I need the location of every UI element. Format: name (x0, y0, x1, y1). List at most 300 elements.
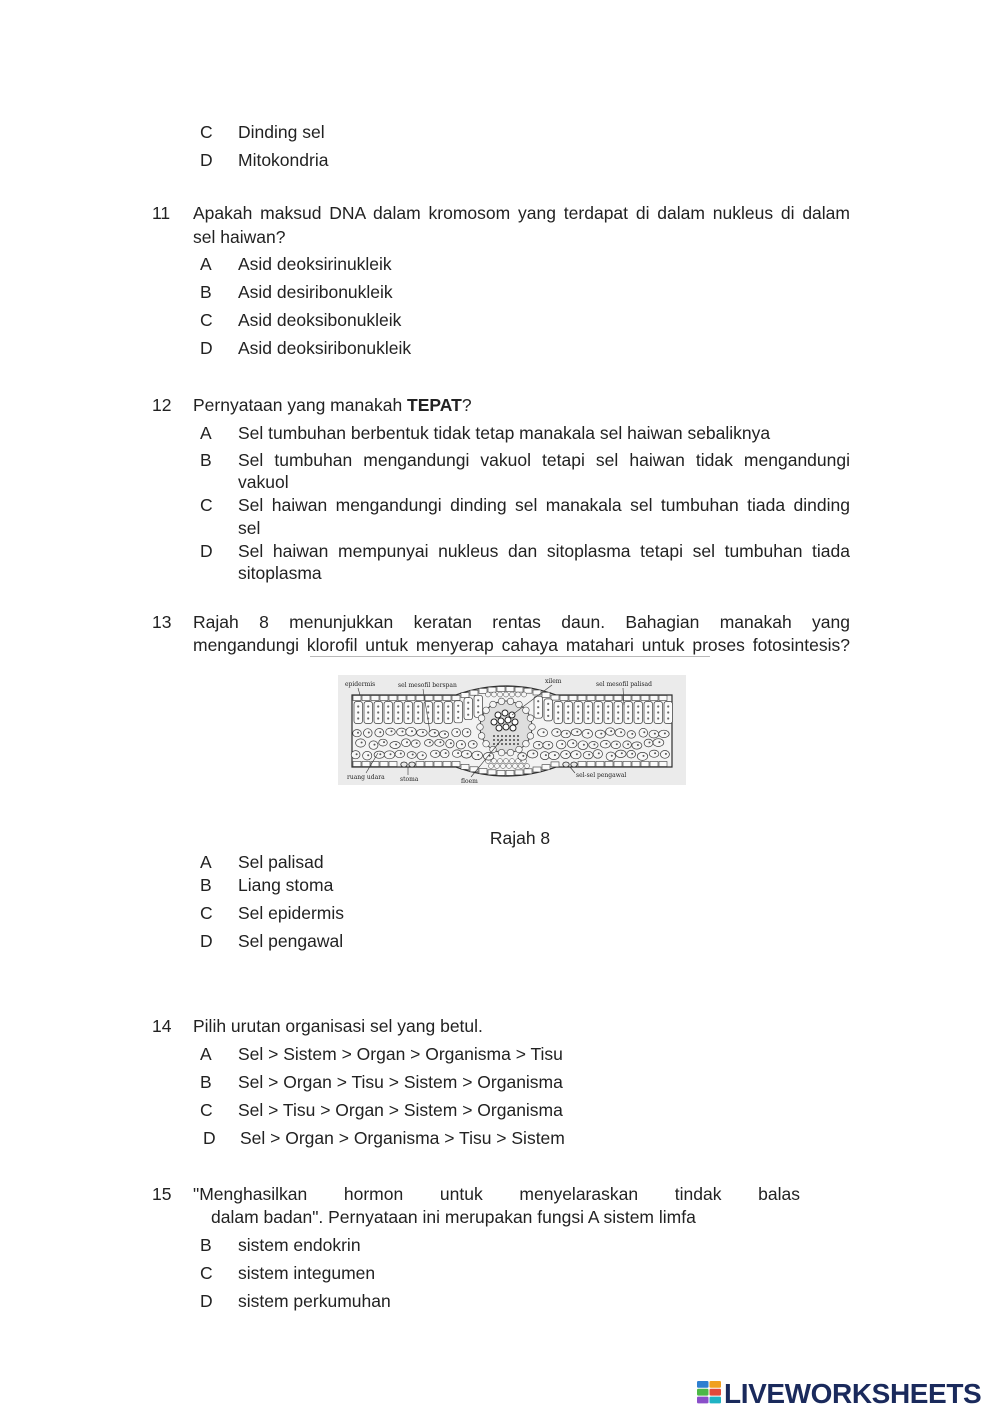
logo-tile (697, 1397, 709, 1404)
question-text-part: Pernyataan yang manakah (193, 395, 408, 415)
cell-nucleus (390, 753, 392, 755)
collenchyma-cell (498, 759, 503, 764)
cell-nucleus (654, 733, 656, 735)
option-letter: A (200, 1044, 212, 1064)
option-row (0, 122, 1000, 142)
option-text: Sel haiwan mempunyai nukleus dan sitoplasma tetapi sel tumbuhan tiada (238, 541, 850, 561)
lower-epidermis-cell (578, 762, 586, 767)
option-row (0, 1072, 1000, 1092)
chloroplast (477, 699, 479, 701)
chloroplast (417, 711, 419, 713)
cell-nucleus (556, 731, 558, 733)
cell-nucleus (643, 755, 645, 757)
chloroplast (377, 717, 379, 719)
chloroplast (457, 705, 459, 707)
guard-cell (563, 762, 569, 767)
chloroplast (427, 705, 429, 707)
option-text: Sel pengawal (238, 931, 344, 951)
option-text: Sel haiwan mengandungi dinding sel manakala sel tumbuhan tiada dinding (238, 495, 850, 515)
spongy-mesophyll-cell (571, 729, 581, 736)
collenchyma-cell (516, 692, 521, 697)
option-letter: D (200, 1291, 213, 1311)
chloroplast (627, 705, 629, 707)
collenchyma-cell (510, 759, 515, 764)
option-row (0, 541, 1000, 561)
option-letter: C (200, 122, 213, 142)
spongy-mesophyll-cell (386, 728, 396, 735)
cell-nucleus (566, 753, 568, 755)
upper-epidermis-cell (596, 696, 604, 701)
lower-epidermis-cell (587, 762, 595, 767)
bundle-sheath-cell (516, 701, 523, 708)
question-text: "Menghasilkan hormon untuk menyelaraskan tindak balas (193, 1184, 800, 1204)
cell-nucleus (444, 733, 446, 735)
lower-epidermis-cell (542, 765, 550, 770)
upper-epidermis-cell (389, 696, 397, 701)
upper-epidermis-cell (416, 696, 424, 701)
logo-tile (697, 1381, 709, 1388)
spongy-mesophyll-cell (402, 739, 411, 747)
option-text: Mitokondria (238, 150, 329, 170)
bundle-sheath-cell (507, 749, 514, 756)
xylem-vessel (502, 710, 508, 716)
cell-nucleus (356, 753, 358, 755)
chloroplast (567, 717, 569, 719)
chloroplast (557, 705, 559, 707)
phloem-cell (493, 735, 495, 737)
chloroplast (437, 717, 439, 719)
bundle-sheath-cell (478, 715, 485, 722)
cell-nucleus (400, 753, 402, 755)
guard-cell (401, 762, 407, 767)
cell-nucleus (616, 743, 618, 745)
spongy-mesophyll-cell (397, 728, 407, 736)
emphasis-text: TEPAT (407, 395, 462, 415)
bundle-sheath-cell (483, 707, 490, 714)
question-15-stem-continued (0, 1207, 1000, 1227)
cell-nucleus (548, 744, 550, 746)
chloroplast (647, 705, 649, 707)
spongy-mesophyll-cell (639, 728, 648, 737)
phloem-cell (501, 735, 503, 737)
question-13-stem-continued (0, 635, 1000, 655)
chloroplast (567, 711, 569, 713)
spongy-mesophyll-cell (351, 751, 360, 759)
guard-cell (409, 762, 415, 767)
upper-epidermis-cell (560, 696, 568, 701)
bundle-sheath-cell (529, 724, 536, 731)
spongy-mesophyll-cell (627, 750, 636, 758)
option-row (0, 931, 1000, 951)
chloroplast (467, 714, 469, 716)
spongy-mesophyll-cell (593, 750, 602, 759)
lower-epidermis-cell (434, 762, 442, 767)
spongy-mesophyll-cell (431, 750, 440, 757)
chloroplast (437, 711, 439, 713)
spongy-mesophyll-cell (456, 740, 465, 749)
lower-epidermis-cell (389, 762, 397, 767)
spongy-mesophyll-cell (483, 753, 493, 761)
option-row-continued (0, 563, 1000, 583)
lower-epidermis-cell (452, 762, 460, 767)
cell-nucleus (357, 732, 359, 734)
option-letter: B (200, 1235, 212, 1255)
cell-nucleus (545, 754, 547, 756)
cell-nucleus (522, 755, 524, 757)
spongy-mesophyll-cell (518, 753, 527, 761)
phloem-cell (509, 739, 511, 741)
option-letter: C (200, 310, 213, 330)
spongy-mesophyll-cell (556, 740, 566, 749)
upper-epidermis-cell (461, 693, 469, 698)
phloem-cell (501, 743, 503, 745)
chloroplast (547, 715, 549, 717)
option-text: sistem integumen (238, 1263, 376, 1283)
option-text: Liang stoma (238, 875, 334, 895)
collenchyma-cell (504, 759, 509, 764)
chloroplast (617, 705, 619, 707)
chloroplast (477, 705, 479, 707)
phloem-cell (505, 739, 507, 741)
option-text: Sel > Tisu > Organ > Sistem > Organisma (238, 1100, 563, 1120)
spongy-mesophyll-cell (578, 741, 588, 750)
chloroplast (607, 705, 609, 707)
chloroplast (627, 717, 629, 719)
phloem-cell (509, 735, 511, 737)
phloem-cell (505, 735, 507, 737)
option-row (0, 495, 1000, 515)
cell-nucleus (620, 731, 622, 733)
lower-epidermis-cell (623, 762, 631, 767)
option-row (0, 903, 1000, 923)
chloroplast (407, 717, 409, 719)
spongy-mesophyll-cell (429, 730, 439, 737)
option-row (0, 254, 1000, 274)
cell-nucleus (367, 754, 369, 756)
logo-tile (710, 1381, 722, 1388)
label-spongy-mesophyll: sel mesofil berspan (398, 682, 457, 689)
cell-nucleus (467, 731, 469, 733)
upper-epidermis-cell (641, 696, 649, 701)
option-letter: D (200, 150, 213, 170)
cell-nucleus (434, 732, 436, 734)
lower-epidermis-cell (605, 762, 613, 767)
collenchyma-cell (525, 764, 530, 769)
question-text: mengandungi klorofil untuk menyerap cahaya matahari untuk proses fotosintesis? (193, 635, 850, 655)
question-number: 14 (152, 1016, 172, 1036)
cell-nucleus (391, 730, 393, 732)
spongy-mesophyll-cell (468, 741, 477, 749)
lower-epidermis-cell (443, 762, 451, 767)
chloroplast (637, 717, 639, 719)
cell-nucleus (588, 754, 590, 756)
cell-nucleus (435, 752, 437, 754)
chloroplast (457, 711, 459, 713)
option-letter: B (200, 282, 212, 302)
chloroplast (657, 717, 659, 719)
upper-epidermis-cell (488, 687, 496, 692)
option-text: Asid deoksirinukleik (238, 254, 392, 274)
collenchyma-cell (492, 692, 497, 697)
logo-tile (710, 1389, 722, 1396)
lower-epidermis-cell (380, 762, 388, 767)
chloroplast (447, 711, 449, 713)
upper-epidermis-cell (371, 696, 379, 701)
cell-nucleus (402, 731, 404, 733)
cell-nucleus (379, 753, 381, 755)
lower-epidermis-cell (353, 762, 361, 767)
spongy-mesophyll-cell (446, 740, 454, 748)
chloroplast (467, 702, 469, 704)
question-11-stem (0, 203, 1000, 223)
question-text: sel haiwan? (193, 227, 286, 247)
cell-nucleus (361, 742, 363, 744)
spongy-mesophyll-cell (637, 752, 647, 760)
option-letter: D (203, 1128, 216, 1148)
option-row (0, 150, 1000, 170)
lower-epidermis-cell (641, 762, 649, 767)
spongy-mesophyll-cell (417, 752, 426, 760)
cell-nucleus (665, 753, 667, 755)
option-row (0, 282, 1000, 302)
lower-epidermis-cell (488, 770, 496, 775)
chloroplast (397, 711, 399, 713)
cell-nucleus (379, 731, 381, 733)
lower-epidermis-cell (416, 762, 424, 767)
spongy-mesophyll-cell (606, 752, 615, 761)
chloroplast (357, 717, 359, 719)
lower-epidermis-cell (533, 767, 541, 772)
chloroplast (637, 711, 639, 713)
chloroplast (577, 705, 579, 707)
upper-epidermis-cell (407, 696, 415, 701)
upper-epidermis-cell (542, 692, 550, 697)
chloroplast (537, 700, 539, 702)
spongy-mesophyll-cell (425, 740, 434, 747)
cell-nucleus (368, 732, 370, 734)
cell-nucleus (572, 742, 574, 744)
phloem-cell (497, 735, 499, 737)
option-letter: A (200, 423, 212, 443)
option-row (0, 1100, 1000, 1120)
lower-epidermis-cell (596, 762, 604, 767)
cell-nucleus (593, 744, 595, 746)
cell-nucleus (456, 731, 458, 733)
chloroplast (427, 711, 429, 713)
chloroplast (637, 705, 639, 707)
option-text: Sel tumbuhan berbentuk tidak tetap manakala sel haiwan sebaliknya (238, 423, 771, 443)
chloroplast (567, 705, 569, 707)
upper-epidermis-cell (569, 696, 577, 701)
option-text: sel (238, 518, 261, 538)
cell-nucleus (654, 752, 656, 754)
spongy-mesophyll-cell (616, 750, 627, 757)
question-text: Rajah 8 menunjukkan keratan rentas daun. Bahagian manakah yang (193, 612, 850, 632)
cell-nucleus (658, 741, 660, 743)
cell-nucleus (643, 731, 645, 733)
option-row (0, 1235, 1000, 1255)
phloem-cell (493, 739, 495, 741)
phloem-cell (513, 739, 515, 741)
spongy-mesophyll-cell (452, 728, 461, 736)
cell-nucleus (445, 752, 447, 754)
option-text: Sel > Organ > Organisma > Tisu > Sistem (240, 1128, 565, 1148)
cell-nucleus (611, 755, 613, 757)
chloroplast (547, 709, 549, 711)
chloroplast (597, 705, 599, 707)
spongy-mesophyll-cell (440, 750, 449, 758)
spongy-mesophyll-cell (653, 739, 664, 747)
option-row-continued (0, 518, 1000, 538)
spongy-mesophyll-cell (379, 739, 388, 746)
spongy-mesophyll-cell (462, 728, 471, 737)
chloroplast (557, 717, 559, 719)
lower-epidermis-cell (362, 762, 370, 767)
bundle-sheath-cell (523, 740, 530, 747)
spongy-mesophyll-cell (384, 751, 395, 759)
upper-epidermis-cell (506, 687, 514, 692)
upper-epidermis-cell (632, 696, 640, 701)
cell-nucleus (543, 731, 545, 733)
spongy-mesophyll-cell (417, 729, 428, 736)
question-12-stem (0, 395, 1000, 415)
spongy-mesophyll-cell (395, 750, 405, 757)
question-number: 11 (152, 203, 171, 223)
upper-epidermis-cell (425, 696, 433, 701)
phloem-cell (513, 735, 515, 737)
spongy-mesophyll-cell (595, 730, 605, 738)
option-text: Asid desiribonukleik (238, 282, 393, 302)
phloem-cell (513, 743, 515, 745)
chloroplast (417, 705, 419, 707)
upper-epidermis-cell (479, 688, 487, 693)
spongy-mesophyll-cell (543, 741, 553, 749)
lower-epidermis-cell (479, 769, 487, 774)
cell-nucleus (533, 753, 535, 755)
xylem-vessel (510, 725, 516, 731)
phloem-cell (509, 743, 511, 745)
spongy-mesophyll-cell (644, 739, 653, 747)
cell-nucleus (429, 741, 431, 743)
option-text: Sel > Sistem > Organ > Organisma > Tisu (238, 1044, 563, 1064)
question-text-part: ? (461, 395, 472, 415)
cell-nucleus (576, 731, 578, 733)
chloroplast (577, 711, 579, 713)
lower-epidermis-cell (515, 770, 523, 775)
lower-epidermis-cell (632, 762, 640, 767)
lower-epidermis-cell (497, 770, 505, 775)
chloroplast (457, 717, 459, 719)
cell-nucleus (439, 741, 441, 743)
chloroplast (647, 711, 649, 713)
lower-epidermis-cell (461, 764, 469, 769)
upper-epidermis-cell (578, 696, 586, 701)
spongy-mesophyll-cell (439, 731, 448, 738)
option-letter: B (200, 1072, 212, 1092)
phloem-cell (517, 739, 519, 741)
chloroplast (377, 705, 379, 707)
spongy-mesophyll-cell (549, 752, 560, 760)
spongy-mesophyll-cell (567, 740, 577, 748)
bundle-sheath-cell (498, 749, 505, 756)
xylem-vessel (505, 717, 511, 723)
chloroplast (607, 711, 609, 713)
collenchyma-cell (510, 692, 515, 697)
upper-epidermis-cell (515, 687, 523, 692)
collenchyma-cell (495, 764, 500, 769)
chloroplast (387, 717, 389, 719)
guard-cell (571, 762, 577, 767)
label-epidermis: epidermis (345, 681, 376, 688)
question-number: 12 (152, 395, 172, 415)
chloroplast (577, 717, 579, 719)
cell-nucleus (422, 754, 424, 756)
lower-epidermis-cell (614, 762, 622, 767)
option-row (0, 1128, 1000, 1148)
cell-nucleus (461, 743, 463, 745)
option-letter: C (200, 1263, 213, 1283)
option-text: Sel epidermis (238, 903, 345, 923)
chloroplast (587, 705, 589, 707)
option-text: vakuol (238, 472, 289, 492)
question-number: 13 (152, 612, 172, 632)
collenchyma-cell (489, 764, 494, 769)
option-row (0, 1291, 1000, 1311)
lower-epidermis-cell (506, 770, 514, 775)
chloroplast (397, 705, 399, 707)
chloroplast (657, 711, 659, 713)
upper-epidermis-cell (497, 687, 505, 692)
option-text: Sel > Organ > Tisu > Sistem > Organisma (238, 1072, 563, 1092)
spongy-mesophyll-cell (411, 740, 420, 747)
chloroplast (467, 708, 469, 710)
option-letter: A (200, 254, 212, 274)
chloroplast (597, 711, 599, 713)
label-guard-cells: sel-sel pengawal (576, 772, 627, 779)
option-letter: D (200, 541, 213, 561)
xylem-vessel (498, 718, 504, 724)
cell-nucleus (605, 743, 607, 745)
spongy-mesophyll-cell (540, 752, 549, 760)
liveworksheets-logo-icon (697, 1381, 722, 1404)
upper-epidermis-cell (452, 696, 460, 701)
lower-epidermis-cell (470, 767, 478, 772)
cell-nucleus (566, 733, 568, 735)
spongy-mesophyll-cell (649, 730, 659, 738)
question-11-stem-continued (0, 227, 1000, 247)
spongy-mesophyll-cell (353, 730, 362, 737)
bundle-sheath-cell (490, 701, 497, 708)
chloroplast (407, 705, 409, 707)
spongy-mesophyll-cell (600, 740, 610, 748)
cell-nucleus (412, 754, 414, 756)
option-letter: B (200, 450, 212, 470)
figure-caption: Rajah 8 (489, 828, 551, 848)
spongy-mesophyll-cell (623, 741, 632, 749)
collenchyma-cell (522, 692, 527, 697)
phloem-cell (497, 739, 499, 741)
option-row (0, 338, 1000, 358)
cell-nucleus (374, 744, 376, 746)
cell-nucleus (631, 733, 633, 735)
spongy-mesophyll-cell (660, 751, 669, 759)
question-number: 15 (152, 1184, 172, 1204)
spongy-mesophyll-cell (407, 752, 416, 759)
figure-caption-row (0, 828, 1000, 848)
upper-epidermis-cell (470, 690, 478, 695)
chloroplast (617, 717, 619, 719)
bundle-sheath-cell (527, 733, 534, 740)
